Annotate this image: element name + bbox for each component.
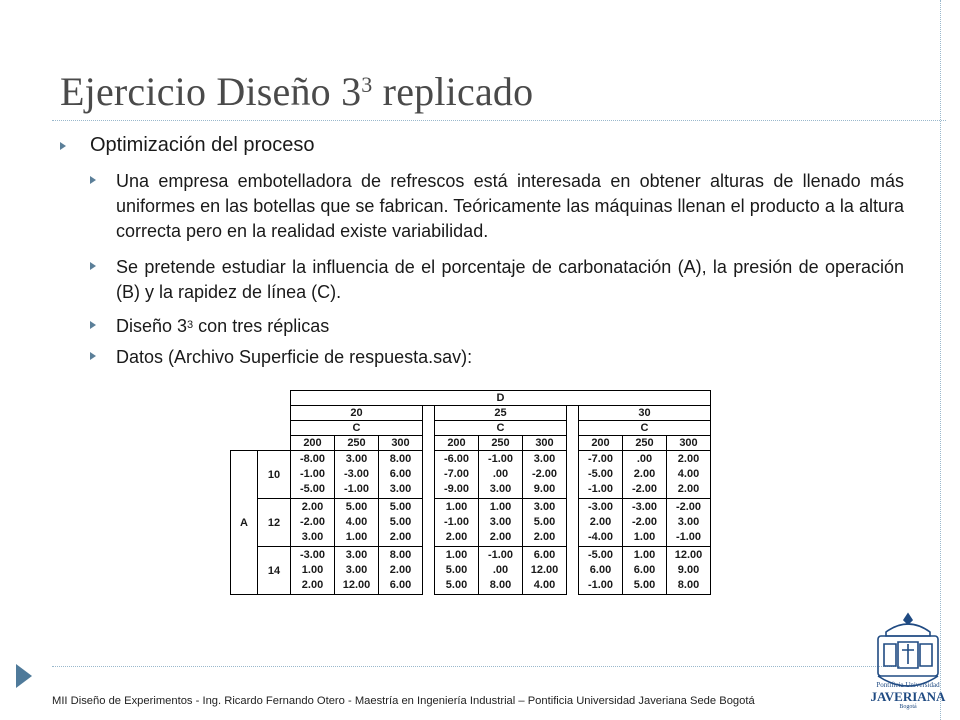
cell-value: 2.00 — [633, 468, 656, 480]
table-cell — [435, 547, 479, 595]
cell-value: 2.00 — [301, 579, 324, 591]
cell-value: -2.00 — [631, 483, 658, 495]
table-row — [231, 451, 711, 499]
cell-value: 12.00 — [674, 549, 703, 561]
cell-value: 3.00 — [677, 516, 700, 528]
cell-value: -7.00 — [587, 453, 614, 465]
row-factor-a: A — [231, 451, 258, 595]
table-cell — [579, 499, 623, 547]
cell-value: 8.00 — [389, 453, 412, 465]
cell-value: 3.00 — [345, 453, 368, 465]
table-cell — [479, 451, 523, 499]
table-cell — [667, 547, 711, 595]
cell-value: -1.00 — [443, 516, 470, 528]
header-c-level: 200 — [291, 436, 335, 451]
table-cell — [379, 547, 423, 595]
table-header-row-d-levels — [231, 406, 711, 421]
cell-value: 2.00 — [389, 564, 412, 576]
header-c-level: 200 — [579, 436, 623, 451]
cell-value: .00 — [636, 453, 653, 465]
table-cell — [523, 547, 567, 595]
sub-bullet-arrow-icon — [90, 352, 96, 360]
table-cell — [523, 451, 567, 499]
sub-bullet-empresa: Una empresa embotelladora de refrescos está interesada en obtener alturas de llenado más uniformes en las botellas que se fabrican. Teóricamente las máquinas llenan el producto a la altura correcta pero en la realidad existe variabilidad. — [116, 171, 904, 241]
header-c-level: 250 — [623, 436, 667, 451]
row-level-a: 10 — [258, 451, 291, 499]
header-c: C — [579, 421, 711, 436]
footer-divider — [52, 666, 900, 667]
cell-value: -1.00 — [587, 579, 614, 591]
cell-value: 2.00 — [677, 453, 700, 465]
table-cell — [479, 547, 523, 595]
cell-value: 6.00 — [633, 564, 656, 576]
cell-value: -2.00 — [531, 468, 558, 480]
cell-value: 3.00 — [489, 516, 512, 528]
cell-value: -1.00 — [587, 483, 614, 495]
cell-value: -3.00 — [587, 501, 614, 513]
cell-value: 6.00 — [533, 549, 556, 561]
table-cell — [379, 499, 423, 547]
cell-value: -2.00 — [299, 516, 326, 528]
footer-text: MII Diseño de Experimentos - Ing. Ricardo Fernando Otero - Maestría en Ingeniería Industrial – Pontificia Universidad Javeriana Sede Bogotá — [52, 695, 755, 707]
table-row — [231, 547, 711, 595]
bullet-optimizacion: Optimización del proceso — [90, 134, 315, 156]
header-d: D — [291, 391, 711, 406]
header-d-level: 25 — [435, 406, 567, 421]
cell-value: -9.00 — [443, 483, 470, 495]
header-c-level: 300 — [667, 436, 711, 451]
logo-line1: Pontificia Universidad — [876, 681, 940, 689]
table-cell — [291, 499, 335, 547]
cell-value: 2.00 — [389, 531, 412, 543]
cell-value: 3.00 — [301, 531, 324, 543]
cell-value: 6.00 — [389, 468, 412, 480]
table-header-row-c — [231, 421, 711, 436]
cell-value: 12.00 — [530, 564, 559, 576]
row-level-a: 12 — [258, 499, 291, 547]
cell-value: 3.00 — [489, 483, 512, 495]
cell-value: 1.00 — [633, 549, 656, 561]
cell-value: 1.00 — [633, 531, 656, 543]
slide-title: Ejercicio Diseño $3^3$ replicado — [60, 69, 534, 114]
cell-value: -5.00 — [587, 468, 614, 480]
cell-value: 2.00 — [301, 501, 324, 513]
cell-value: 6.00 — [389, 579, 412, 591]
table-cell — [623, 451, 667, 499]
cell-value: -2.00 — [675, 501, 702, 513]
cell-value: -1.00 — [675, 531, 702, 543]
cell-value: 9.00 — [677, 564, 700, 576]
cell-value: 2.00 — [489, 531, 512, 543]
cell-value: 2.00 — [533, 531, 556, 543]
cell-value: 6.00 — [589, 564, 612, 576]
cell-value: -1.00 — [299, 468, 326, 480]
cell-value: 4.00 — [533, 579, 556, 591]
row-level-a: 14 — [258, 547, 291, 595]
cell-value: 3.00 — [533, 453, 556, 465]
cell-value: -1.00 — [487, 549, 514, 561]
cell-value: -4.00 — [587, 531, 614, 543]
cell-value: 5.00 — [445, 579, 468, 591]
header-c: C — [291, 421, 423, 436]
cell-value: 3.00 — [533, 501, 556, 513]
cell-value: -7.00 — [443, 468, 470, 480]
table-cell — [335, 499, 379, 547]
cell-value: -5.00 — [299, 483, 326, 495]
header-c-level: 300 — [379, 436, 423, 451]
table-cell — [435, 451, 479, 499]
sub-bullet-datos: Datos (Archivo Superficie de respuesta.sav): — [116, 347, 473, 367]
cell-value: 2.00 — [589, 516, 612, 528]
sub-bullet-diseno: Diseño $3^3$ con tres réplicas — [116, 316, 330, 336]
cell-value: -1.00 — [343, 483, 370, 495]
table-cell — [523, 499, 567, 547]
cell-value: 12.00 — [342, 579, 371, 591]
cell-value: -2.00 — [631, 516, 658, 528]
table-cell — [291, 451, 335, 499]
table-row — [231, 499, 711, 547]
table-cell — [435, 499, 479, 547]
cell-value: 2.00 — [677, 483, 700, 495]
cell-value: 4.00 — [345, 516, 368, 528]
table-cell — [379, 451, 423, 499]
cell-value: 1.00 — [345, 531, 368, 543]
logo-line3: Bogotá — [899, 704, 917, 710]
header-c-level: 300 — [523, 436, 567, 451]
cell-value: -3.00 — [631, 501, 658, 513]
cell-value: 2.00 — [445, 531, 468, 543]
table-cell — [479, 499, 523, 547]
cell-value: 1.00 — [489, 501, 512, 513]
bullet-arrow-icon — [60, 142, 66, 150]
cell-value: 5.00 — [633, 579, 656, 591]
cell-value: 4.00 — [677, 468, 700, 480]
cell-value: 5.00 — [389, 516, 412, 528]
header-c-level: 250 — [479, 436, 523, 451]
cell-value: -8.00 — [299, 453, 326, 465]
header-c: C — [435, 421, 567, 436]
cell-value: -6.00 — [443, 453, 470, 465]
cell-value: 3.00 — [345, 564, 368, 576]
cell-value: 5.00 — [533, 516, 556, 528]
table-cell — [291, 547, 335, 595]
cell-value: 8.00 — [677, 579, 700, 591]
header-d-level: 30 — [579, 406, 711, 421]
logo-line2: JAVERIANA — [870, 689, 946, 704]
table-cell — [579, 451, 623, 499]
cell-value: 5.00 — [445, 564, 468, 576]
cell-value: 8.00 — [389, 549, 412, 561]
table-cell — [335, 451, 379, 499]
header-c-level: 200 — [435, 436, 479, 451]
table-cell — [579, 547, 623, 595]
cell-value: -1.00 — [487, 453, 514, 465]
header-c-level: 250 — [335, 436, 379, 451]
cell-value: 3.00 — [389, 483, 412, 495]
cell-value: 5.00 — [345, 501, 368, 513]
table-cell — [623, 499, 667, 547]
sub-bullet-arrow-icon — [90, 176, 96, 184]
cell-value: 3.00 — [345, 549, 368, 561]
cell-value: 1.00 — [445, 501, 468, 513]
sub-bullet-arrow-icon — [90, 321, 96, 329]
header-d-level: 20 — [291, 406, 423, 421]
table-header-row-d — [231, 391, 711, 406]
table-header-row-c-levels — [231, 436, 711, 451]
cell-value: 1.00 — [445, 549, 468, 561]
table-cell — [335, 547, 379, 595]
table-cell — [667, 451, 711, 499]
cell-value: -3.00 — [343, 468, 370, 480]
sub-bullet-estudiar: Se pretende estudiar la influencia de el porcentaje de carbonatación (A), la presión de operación (B) y la rapidez de línea (C). — [116, 257, 904, 302]
cell-value: -3.00 — [299, 549, 326, 561]
table-cell — [667, 499, 711, 547]
cell-value: -5.00 — [587, 549, 614, 561]
cell-value: .00 — [492, 564, 509, 576]
nav-arrow-icon[interactable] — [16, 664, 32, 688]
cell-value: 9.00 — [533, 483, 556, 495]
sub-bullet-arrow-icon — [90, 262, 96, 270]
cell-value: .00 — [492, 468, 509, 480]
table-cell — [623, 547, 667, 595]
cell-value: 8.00 — [489, 579, 512, 591]
cell-value: 5.00 — [389, 501, 412, 513]
title-divider — [52, 120, 946, 121]
data-table — [230, 390, 711, 595]
cell-value: 1.00 — [301, 564, 324, 576]
